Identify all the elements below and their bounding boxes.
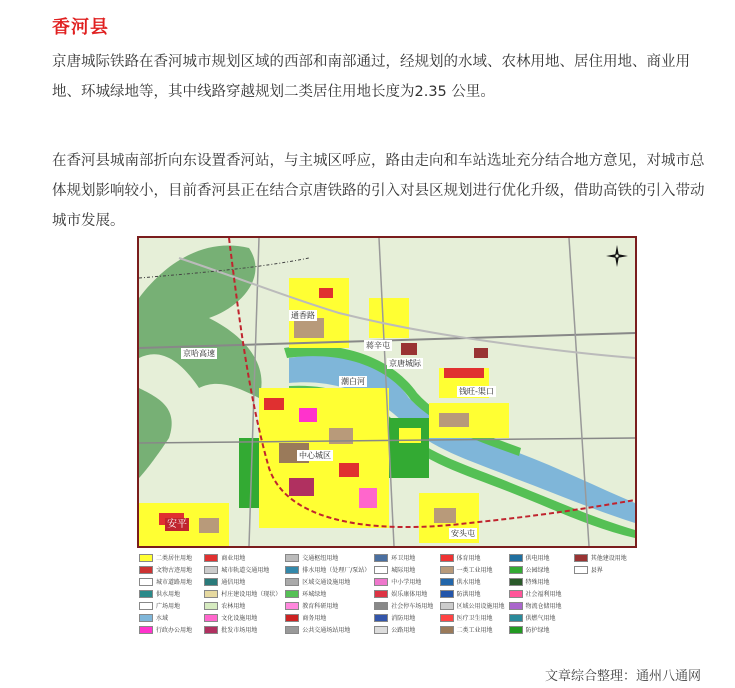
legend-swatch	[139, 602, 153, 610]
legend-item	[285, 564, 370, 575]
map-label-river: 潮白河	[341, 377, 365, 386]
legend-label: 城市道路用地	[156, 579, 193, 586]
legend-item	[204, 564, 281, 575]
legend-item	[509, 624, 570, 635]
map-label-east: 钱旺-渠口	[459, 387, 494, 396]
legend-swatch	[204, 614, 218, 622]
legend-swatch	[204, 602, 218, 610]
legend-swatch	[139, 554, 153, 562]
map-label-road2: 通香路	[291, 311, 315, 320]
legend-item	[509, 576, 570, 587]
legend-label: 公共交通场站用地	[302, 627, 351, 634]
legend-item	[509, 600, 570, 611]
legend-label: 区域交通设施用地	[302, 579, 351, 586]
legend-label: 文化设施用地	[221, 615, 258, 622]
legend-label: 区域公用设施用地	[456, 603, 505, 610]
legend-swatch	[374, 602, 388, 610]
legend-label: 公路用地	[391, 627, 416, 634]
legend-label: 娱乐康体用地	[391, 591, 428, 598]
legend-label: 一类工业用地	[456, 567, 493, 574]
legend-swatch	[509, 614, 523, 622]
legend-swatch	[440, 554, 454, 562]
legend-label: 广场用地	[156, 603, 181, 610]
legend-item	[285, 612, 370, 623]
legend-swatch	[285, 626, 299, 634]
legend-item	[509, 612, 570, 623]
legend-swatch	[374, 566, 388, 574]
legend-label: 供电用地	[525, 555, 550, 562]
legend-swatch	[440, 614, 454, 622]
legend-label: 防洪用地	[456, 591, 481, 598]
legend-label: 城际用地	[391, 567, 416, 574]
legend-label: 二类居住用地	[156, 555, 193, 562]
legend-label: 水域	[156, 615, 169, 622]
legend-item	[204, 612, 281, 623]
legend-label: 环城绿地	[302, 591, 327, 598]
legend-label: 通信用地	[221, 579, 246, 586]
legend-label: 社会停车场用地	[391, 603, 434, 610]
legend-swatch	[440, 590, 454, 598]
legend-item	[204, 576, 281, 587]
legend-item	[374, 564, 435, 575]
legend-swatch	[285, 578, 299, 586]
legend-item	[374, 576, 435, 587]
legend-swatch	[204, 626, 218, 634]
legend-item	[440, 588, 505, 599]
legend-item	[285, 576, 370, 587]
legend-item	[374, 588, 435, 599]
legend-label: 供水用地	[156, 591, 181, 598]
source-credit: 文章综合整理：通州八通网	[544, 669, 701, 684]
legend-item	[374, 612, 435, 623]
legend-label: 社会福利用地	[525, 591, 562, 598]
legend-swatch	[574, 566, 588, 574]
legend-swatch	[440, 626, 454, 634]
legend-swatch	[509, 578, 523, 586]
legend-item	[139, 588, 200, 599]
legend-item	[509, 588, 570, 599]
legend-item	[139, 576, 200, 587]
map-label-road1: 京哈高速	[183, 349, 215, 358]
legend-item	[440, 600, 505, 611]
legend-item	[139, 624, 200, 635]
legend-swatch	[139, 566, 153, 574]
legend-swatch	[440, 566, 454, 574]
map-drawing	[139, 238, 635, 546]
legend-label: 环卫用地	[391, 555, 416, 562]
legend-label: 消防用地	[391, 615, 416, 622]
legend-label: 村庄建设用地（现状）	[221, 591, 282, 598]
legend-swatch	[285, 602, 299, 610]
legend-swatch	[139, 590, 153, 598]
legend-label: 公园绿地	[525, 567, 550, 574]
legend-item	[139, 612, 200, 623]
legend-item	[374, 552, 435, 563]
legend-label: 中小学用地	[391, 579, 422, 586]
legend-swatch	[374, 554, 388, 562]
legend-swatch	[285, 590, 299, 598]
legend-swatch	[285, 614, 299, 622]
legend-label: 供燃气用地	[525, 615, 556, 622]
legend-swatch	[204, 578, 218, 586]
legend-label: 县界	[590, 567, 603, 574]
legend-item	[204, 552, 281, 563]
legend-label: 医疗卫生用地	[456, 615, 493, 622]
legend-label: 特殊用地	[525, 579, 550, 586]
legend-label: 排水用地（处理厂/泵站）	[302, 567, 371, 574]
section-title: 香河县	[52, 17, 109, 38]
legend-item	[285, 588, 370, 599]
legend-swatch	[139, 626, 153, 634]
legend-item	[139, 552, 200, 563]
planning-map-figure	[137, 236, 637, 646]
legend-label: 体育用地	[456, 555, 481, 562]
legend-swatch	[374, 590, 388, 598]
legend-swatch	[204, 566, 218, 574]
legend-swatch	[509, 602, 523, 610]
legend-item	[139, 564, 200, 575]
legend-item	[440, 576, 505, 587]
legend-label: 教育科研用地	[302, 603, 339, 610]
legend-item	[285, 600, 370, 611]
legend-label: 商务用地	[302, 615, 327, 622]
legend-label: 交通枢纽用地	[302, 555, 339, 562]
legend-item	[374, 600, 435, 611]
legend-label: 批发市场用地	[221, 627, 258, 634]
map-label-center: 中心城区	[299, 451, 331, 460]
legend-swatch	[509, 554, 523, 562]
compass-north-icon	[605, 244, 629, 268]
legend-swatch	[374, 578, 388, 586]
legend-swatch	[509, 626, 523, 634]
legend-swatch	[374, 626, 388, 634]
legend-item	[509, 564, 570, 575]
legend-label: 行政办公用地	[156, 627, 193, 634]
legend-item	[285, 624, 370, 635]
legend-swatch	[204, 590, 218, 598]
legend-item	[285, 552, 370, 563]
legend-label: 物流仓储用地	[525, 603, 562, 610]
legend-swatch	[285, 554, 299, 562]
legend-swatch	[509, 590, 523, 598]
legend-item	[204, 600, 281, 611]
legend-swatch	[374, 614, 388, 622]
legend-item	[204, 588, 281, 599]
legend-label: 其他建设用地	[590, 555, 627, 562]
map-label-rail: 京唐城际	[389, 359, 421, 368]
legend-item	[440, 564, 505, 575]
legend-item	[574, 564, 635, 575]
legend-item	[204, 624, 281, 635]
map-label-southeast: 安头屯	[451, 529, 475, 538]
legend-item	[440, 624, 505, 635]
legend-swatch	[204, 554, 218, 562]
legend-swatch	[440, 578, 454, 586]
legend-item	[440, 552, 505, 563]
map-label-south: 安平	[167, 519, 187, 530]
legend-label: 商业用地	[221, 555, 246, 562]
legend-label: 供水用地	[456, 579, 481, 586]
legend-swatch	[574, 554, 588, 562]
legend-label: 防护绿地	[525, 627, 550, 634]
paragraph-1: 京唐城际铁路在香河城市规划区域的西部和南部通过，经规划的水域、农林用地、居住用地、商业用地、环城绿地等，其中线路穿越规划二类居住用地长度为2.35 公里。	[52, 54, 690, 100]
legend-label: 文物古迹用地	[156, 567, 193, 574]
map-legend	[139, 552, 635, 642]
legend-swatch	[139, 614, 153, 622]
legend-item	[574, 552, 635, 563]
legend-label: 农林用地	[221, 603, 246, 610]
legend-item	[440, 612, 505, 623]
legend-label: 城市轨道交通用地	[221, 567, 270, 574]
paragraph-2: 在香河县城南部折向东设置香河站，与主城区呼应，路由走向和车站选址充分结合地方意见，对城市总体规划影响较小，目前香河县正在结合京唐铁路的引入对县区规划进行优化升级，借助高铁的引入带动城市发展。	[52, 153, 705, 229]
legend-swatch	[285, 566, 299, 574]
planning-map	[137, 236, 637, 548]
legend-label: 二类工业用地	[456, 627, 493, 634]
legend-item	[139, 600, 200, 611]
legend-swatch	[509, 566, 523, 574]
legend-swatch	[139, 578, 153, 586]
legend-swatch	[440, 602, 454, 610]
legend-item	[374, 624, 435, 635]
map-label-north: 蒋辛屯	[366, 341, 390, 350]
legend-item	[509, 552, 570, 563]
